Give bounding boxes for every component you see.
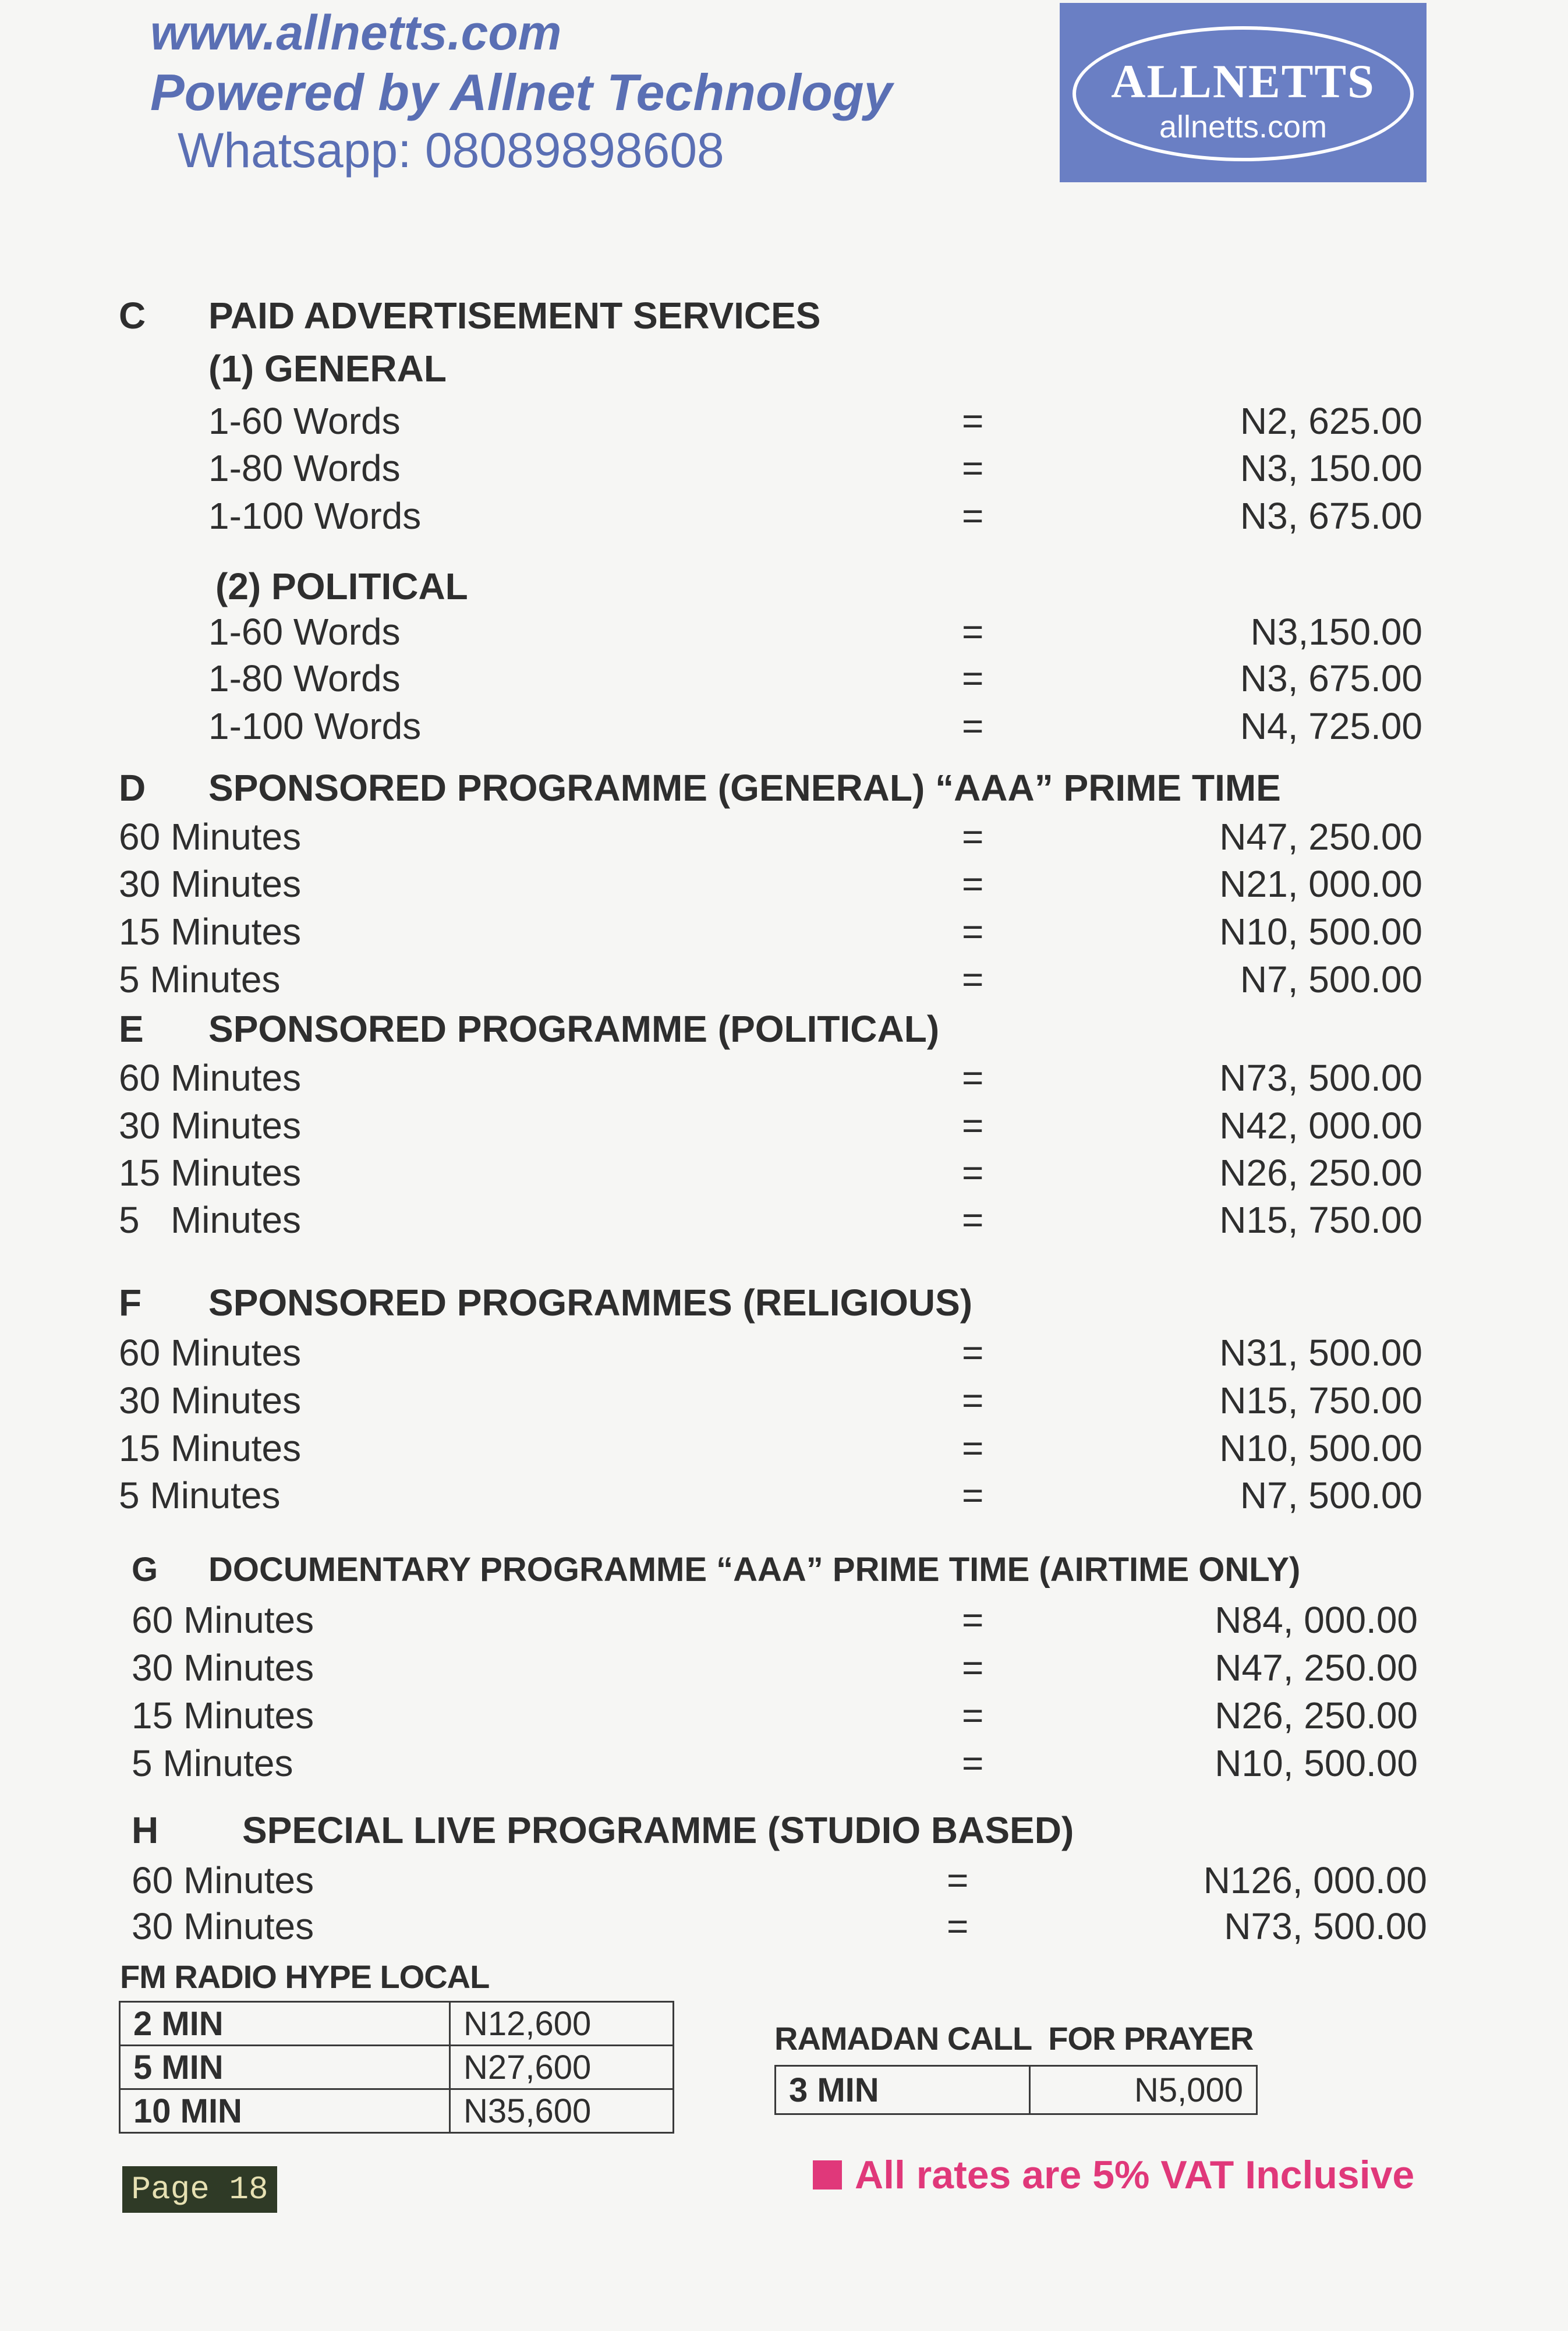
duration-cell: 10 MIN xyxy=(120,2089,450,2133)
equals-sign: = xyxy=(962,816,984,858)
section-letter: F xyxy=(119,1282,142,1324)
price-row xyxy=(0,705,1568,751)
equals-sign: = xyxy=(962,1380,984,1421)
table-row xyxy=(120,2002,674,2046)
row-price: N2, 625.00 xyxy=(1240,400,1422,442)
row-price: N4, 725.00 xyxy=(1240,705,1422,747)
row-label: 60 Minutes xyxy=(119,1332,302,1374)
price-row xyxy=(0,1694,1568,1741)
ramadan-table xyxy=(774,2065,1258,2115)
row-label: 1-60 Words xyxy=(208,611,401,653)
equals-sign: = xyxy=(962,400,984,442)
row-label: 1-100 Words xyxy=(208,495,422,537)
row-price: N84, 000.00 xyxy=(1215,1599,1418,1641)
equals-sign: = xyxy=(962,863,984,905)
row-price: N10, 500.00 xyxy=(1215,1742,1418,1784)
row-price: N7, 500.00 xyxy=(1240,958,1422,1000)
price-cell: N5,000 xyxy=(1030,2066,1257,2114)
page-number-badge: Page 18 xyxy=(122,2166,277,2213)
price-row xyxy=(0,1859,1568,1905)
row-label: 1-60 Words xyxy=(208,400,401,442)
row-price: N3, 150.00 xyxy=(1240,447,1422,489)
price-row xyxy=(0,1198,1568,1245)
row-price: N10, 500.00 xyxy=(1219,911,1422,953)
table-row xyxy=(120,2046,674,2089)
row-price: N3, 675.00 xyxy=(1240,657,1422,699)
vat-note-text: All rates are 5% VAT Inclusive xyxy=(855,2153,1415,2197)
equals-sign: = xyxy=(962,1695,984,1736)
row-label: 30 Minutes xyxy=(119,1380,302,1421)
row-price: N47, 250.00 xyxy=(1219,816,1422,858)
row-price: N26, 250.00 xyxy=(1219,1152,1422,1194)
row-price: N47, 250.00 xyxy=(1215,1647,1418,1689)
row-label: 30 Minutes xyxy=(119,863,302,905)
duration-cell: 5 MIN xyxy=(120,2046,450,2089)
row-label: 15 Minutes xyxy=(119,1427,302,1469)
price-row xyxy=(0,399,1568,446)
section-letter: H xyxy=(132,1809,159,1851)
row-label: 1-80 Words xyxy=(208,447,401,489)
equals-sign: = xyxy=(962,1599,984,1641)
row-label: 15 Minutes xyxy=(132,1695,314,1736)
row-label: 5 Minutes xyxy=(119,1474,281,1516)
row-price: N3,150.00 xyxy=(1250,611,1422,653)
ramadan-title: RAMADAN CALL FOR PRAYER xyxy=(774,2020,1254,2057)
equals-sign: = xyxy=(962,1474,984,1516)
row-price: N10, 500.00 xyxy=(1219,1427,1422,1469)
row-price: N7, 500.00 xyxy=(1240,1474,1422,1516)
equals-sign: = xyxy=(962,1647,984,1689)
price-row xyxy=(0,910,1568,957)
price-row xyxy=(0,1104,1568,1151)
section-letter: C xyxy=(119,295,146,337)
price-row xyxy=(0,1056,1568,1103)
price-row xyxy=(0,815,1568,862)
section-title: DOCUMENTARY PROGRAMME “AAA” PRIME TIME (AIRTIME ONLY) xyxy=(208,1551,1301,1589)
row-label: 1-100 Words xyxy=(208,705,422,747)
equals-sign: = xyxy=(962,958,984,1000)
row-price: N3, 675.00 xyxy=(1240,495,1422,537)
row-label: 30 Minutes xyxy=(132,1905,314,1947)
row-label: 30 Minutes xyxy=(132,1647,314,1689)
price-row xyxy=(0,958,1568,1004)
row-label: 5 Minutes xyxy=(119,958,281,1000)
price-row xyxy=(0,1905,1568,1951)
table-row xyxy=(776,2066,1257,2114)
row-price: N26, 250.00 xyxy=(1215,1695,1418,1736)
equals-sign: = xyxy=(962,1742,984,1784)
equals-sign: = xyxy=(962,705,984,747)
equals-sign: = xyxy=(962,447,984,489)
section-title: SPONSORED PROGRAMMES (RELIGIOUS) xyxy=(208,1282,973,1324)
row-label: 60 Minutes xyxy=(132,1859,314,1901)
price-row xyxy=(0,1427,1568,1473)
price-row xyxy=(0,657,1568,703)
price-row xyxy=(0,1646,1568,1693)
section-letter: G xyxy=(132,1551,158,1589)
price-row xyxy=(0,1742,1568,1788)
square-bullet-icon xyxy=(813,2160,842,2189)
row-price: N15, 750.00 xyxy=(1219,1380,1422,1421)
fm-radio-title: FM RADIO HYPE LOCAL xyxy=(120,1958,490,1995)
row-price: N42, 000.00 xyxy=(1219,1105,1422,1147)
row-price: N31, 500.00 xyxy=(1219,1332,1422,1374)
website-text: www.allnetts.com xyxy=(150,5,562,60)
price-row xyxy=(0,1474,1568,1520)
equals-sign: = xyxy=(962,1332,984,1374)
subsection-general-title: (1) GENERAL xyxy=(208,348,447,390)
equals-sign: = xyxy=(962,1152,984,1194)
row-label: 60 Minutes xyxy=(119,816,302,858)
subsection-political-title: (2) POLITICAL xyxy=(215,565,468,607)
equals-sign: = xyxy=(962,495,984,537)
row-label: 15 Minutes xyxy=(119,1152,302,1194)
row-label: 1-80 Words xyxy=(208,657,401,699)
equals-sign: = xyxy=(962,611,984,653)
whatsapp-text: Whatsapp: 08089898608 xyxy=(178,123,724,178)
equals-sign: = xyxy=(962,1199,984,1241)
equals-sign: = xyxy=(947,1905,969,1947)
duration-cell: 2 MIN xyxy=(120,2002,450,2046)
price-cell: N27,600 xyxy=(450,2046,674,2089)
section-title: SPONSORED PROGRAMME (POLITICAL) xyxy=(208,1008,940,1050)
section-letter: D xyxy=(119,767,146,809)
price-row xyxy=(0,610,1568,657)
price-row xyxy=(0,1598,1568,1645)
logo-url: allnetts.com xyxy=(1159,109,1328,144)
row-label: 5 Minutes xyxy=(132,1742,293,1784)
price-row xyxy=(0,494,1568,541)
price-row xyxy=(0,447,1568,493)
row-price: N15, 750.00 xyxy=(1219,1199,1422,1241)
price-row xyxy=(0,1331,1568,1378)
row-label: 60 Minutes xyxy=(119,1057,302,1099)
allnetts-logo xyxy=(1060,3,1427,182)
price-cell: N12,600 xyxy=(450,2002,674,2046)
logo-name: ALLNETTS xyxy=(1111,55,1375,108)
row-label: 30 Minutes xyxy=(119,1105,302,1147)
equals-sign: = xyxy=(962,1427,984,1469)
section-title: PAID ADVERTISEMENT SERVICES xyxy=(208,295,821,337)
equals-sign: = xyxy=(962,1105,984,1147)
powered-by-text: Powered by Allnet Technology xyxy=(150,63,893,121)
row-label: 15 Minutes xyxy=(119,911,302,953)
row-price: N126, 000.00 xyxy=(1203,1859,1427,1901)
equals-sign: = xyxy=(947,1859,969,1901)
price-row xyxy=(0,1151,1568,1198)
price-row xyxy=(0,862,1568,909)
price-row xyxy=(0,1379,1568,1426)
price-cell: N35,600 xyxy=(450,2089,674,2133)
section-title: SPONSORED PROGRAMME (GENERAL) “AAA” PRIME TIME xyxy=(208,767,1281,809)
row-price: N73, 500.00 xyxy=(1224,1905,1427,1947)
row-price: N21, 000.00 xyxy=(1219,863,1422,905)
section-title: SPECIAL LIVE PROGRAMME (STUDIO BASED) xyxy=(242,1809,1074,1851)
row-label: 60 Minutes xyxy=(132,1599,314,1641)
section-letter: E xyxy=(119,1008,144,1050)
vat-note xyxy=(813,2152,1414,2198)
equals-sign: = xyxy=(962,1057,984,1099)
row-label: 5 Minutes xyxy=(119,1199,302,1241)
equals-sign: = xyxy=(962,911,984,953)
equals-sign: = xyxy=(962,657,984,699)
fm-radio-table xyxy=(119,2001,674,2134)
duration-cell: 3 MIN xyxy=(776,2066,1030,2114)
table-row xyxy=(120,2089,674,2133)
row-price: N73, 500.00 xyxy=(1219,1057,1422,1099)
